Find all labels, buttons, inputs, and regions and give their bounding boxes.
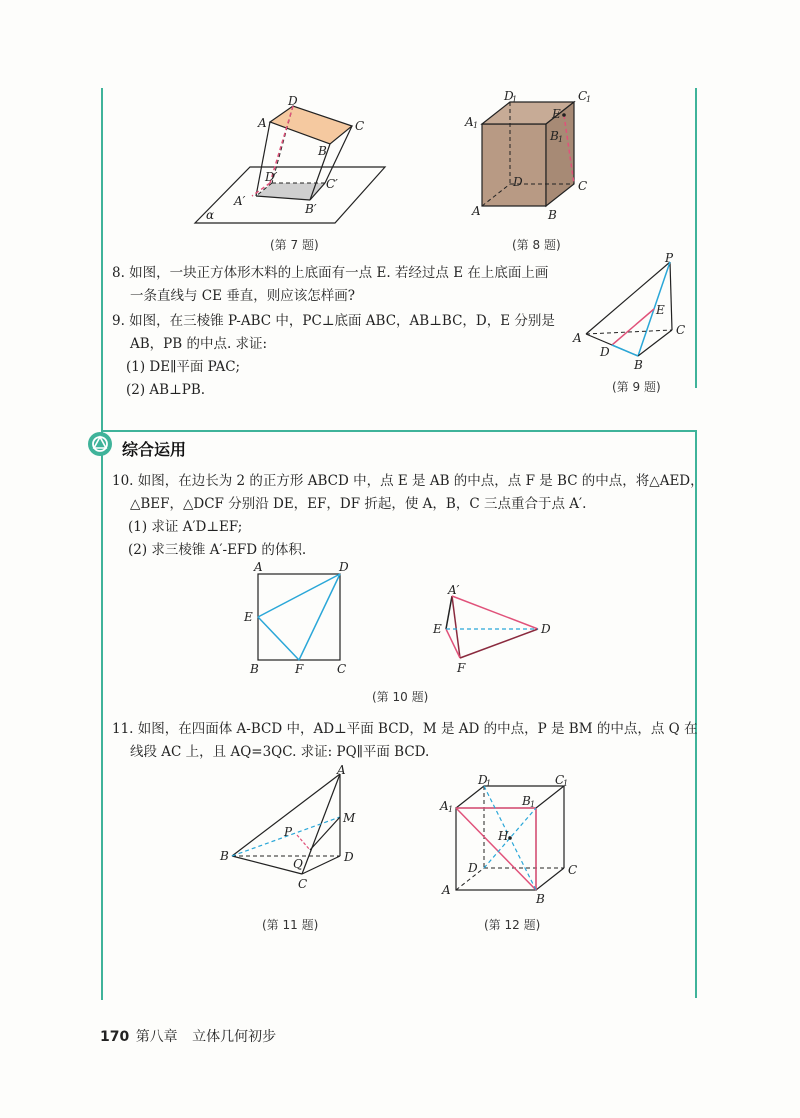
- fig12-sub-C1: 1: [563, 779, 569, 788]
- fig8-label-E: E: [552, 107, 561, 121]
- figure-8: [460, 88, 610, 228]
- fig8-label-A1: A: [465, 115, 474, 129]
- chapter-label: 第八章: [135, 1029, 178, 1045]
- fig8-label-B1: B: [550, 129, 559, 143]
- fig10-label-A1: A′: [448, 583, 460, 597]
- fig7-label-D: D: [288, 94, 298, 108]
- fig12-label-C1: C: [555, 773, 565, 787]
- fig9-label-A: A: [573, 331, 582, 345]
- fig7-label-C: C: [355, 119, 365, 133]
- fig9-label-B: B: [634, 358, 643, 372]
- fig10-label-C: C: [337, 662, 347, 676]
- right-margin-rule-bottom: [695, 430, 697, 998]
- problem-10-line-2: △BEF，△DCF 分别沿 DE，EF，DF 折起，使 A，B，C 三点重合于点 A′.: [130, 496, 587, 512]
- fig7-label-A1: A′: [234, 194, 246, 208]
- fig8-sub-D1: 1: [512, 95, 518, 104]
- figure-7: [190, 95, 390, 235]
- figure-12-caption: (第 12 题): [484, 918, 541, 932]
- section-heading: 综合运用: [122, 440, 187, 459]
- fig9-label-P: P: [665, 251, 674, 265]
- fig10-label-E: E: [244, 610, 253, 624]
- fig8-label-C: C: [578, 179, 588, 193]
- problem-8-line-2: 一条直线与 CE 垂直，则应该怎样画?: [130, 288, 356, 304]
- fig8-label-D: D: [513, 175, 523, 189]
- fig10-label-B: B: [250, 662, 259, 676]
- section-rule: [102, 430, 697, 432]
- fig7-label-A: A: [258, 116, 267, 130]
- problem-10-line-3: (1) 求证 A′D⊥EF;: [128, 519, 243, 535]
- page-footer: [100, 1026, 276, 1046]
- top-face: [270, 106, 352, 144]
- fig12-label-D: D: [468, 861, 478, 875]
- figure-8-caption: (第 8 题): [512, 238, 561, 252]
- fig11-label-B: B: [220, 849, 229, 863]
- fig12-label-C: C: [568, 863, 578, 877]
- fig12-sub-D1: 1: [486, 779, 492, 788]
- fig7-label-B1: B′: [305, 202, 317, 216]
- cube-front: [482, 124, 546, 206]
- fig7-label-B: B: [318, 144, 327, 158]
- problem-10-line-4: (2) 求三棱锥 A′-EFD 的体积.: [128, 542, 307, 558]
- fig7-label-alpha: α: [206, 208, 215, 222]
- fig10-label-D: D: [339, 560, 349, 574]
- figure-11: [220, 762, 370, 892]
- fig12-label-A: A: [442, 883, 451, 897]
- fig9-label-E: E: [656, 303, 665, 317]
- fig11-label-C: C: [298, 877, 308, 891]
- problem-9-line-1: 9. 如图，在三棱锥 P-ABC 中，PC⊥底面 ABC，AB⊥BC，D，E 分别是: [112, 313, 555, 329]
- fig9-label-C: C: [676, 323, 686, 337]
- fig12-label-A1: A: [440, 799, 449, 813]
- problem-10-line-1: 10. 如图，在边长为 2 的正方形 ABCD 中，点 E 是 AB 的中点，点 F 是 BC 的中点，将△AED，: [112, 473, 704, 489]
- fig7-label-C1: C′: [326, 177, 338, 191]
- fig8-sub-A1: 1: [473, 121, 479, 130]
- fig9-label-D: D: [600, 345, 610, 359]
- chapter-title: 立体几何初步: [192, 1029, 277, 1045]
- fig10-label-A: A: [254, 560, 263, 574]
- problem-8-line-1: 8. 如图，一块正方体形木料的上底面有一点 E. 若经过点 E 在上底面上画: [112, 265, 549, 281]
- fig8-sub-C1: 1: [586, 95, 592, 104]
- figure-7-caption: (第 7 题): [270, 238, 319, 252]
- fig12-label-B1: B: [522, 794, 531, 808]
- fig11-label-Q: Q: [293, 857, 303, 871]
- figure-10-folded: [430, 582, 560, 682]
- fig12-label-H: H: [498, 829, 509, 843]
- fig12-label-B: B: [536, 892, 545, 906]
- fig11-label-D: D: [344, 850, 354, 864]
- fig10-label-F: F: [295, 662, 304, 676]
- fig11-label-A: A: [337, 763, 346, 777]
- figure-9: [572, 252, 692, 377]
- problem-11-line-1: 11. 如图，在四面体 A-BCD 中，AD⊥平面 BCD，M 是 AD 的中点，P 是 BM 的中点，点 Q 在: [112, 721, 698, 737]
- fig12-sub-A1: 1: [448, 805, 454, 814]
- left-margin-rule: [101, 88, 103, 1000]
- fig8-label-B: B: [548, 208, 557, 222]
- fig11-label-M: M: [343, 811, 356, 825]
- problem-9-line-3: (1) DE∥平面 PAC;: [126, 359, 241, 375]
- fig10-label-E2: E: [433, 622, 442, 636]
- problem-9-line-4: (2) AB⊥PB.: [126, 382, 206, 398]
- right-margin-rule-top: [695, 88, 697, 388]
- fig8-label-A: A: [472, 204, 481, 218]
- fig8-sub-B1: 1: [558, 135, 564, 144]
- figure-11-caption: (第 11 题): [262, 918, 319, 932]
- figure-10-square: [240, 560, 360, 680]
- fig10-label-F2: F: [457, 661, 466, 675]
- problem-9-line-2: AB，PB 的中点. 求证:: [130, 336, 268, 352]
- figure-9-caption: (第 9 题): [612, 380, 661, 394]
- fig12-label-D1: D: [478, 773, 488, 787]
- fig8-label-C1: C: [578, 89, 588, 103]
- fig10-label-D2: D: [541, 622, 551, 636]
- page-number: 170: [100, 1029, 130, 1045]
- fig8-label-D1: D: [504, 89, 514, 103]
- figure-12: [430, 772, 580, 907]
- fig12-sub-B1: 1: [530, 800, 536, 809]
- section-logo-icon: [87, 431, 113, 457]
- problem-11-line-2: 线段 AC 上，且 AQ=3QC. 求证: PQ∥平面 BCD.: [130, 744, 430, 760]
- fig11-label-P: P: [284, 825, 293, 839]
- figure-10-caption: (第 10 题): [372, 690, 429, 704]
- fig7-label-D1: D′: [265, 170, 278, 184]
